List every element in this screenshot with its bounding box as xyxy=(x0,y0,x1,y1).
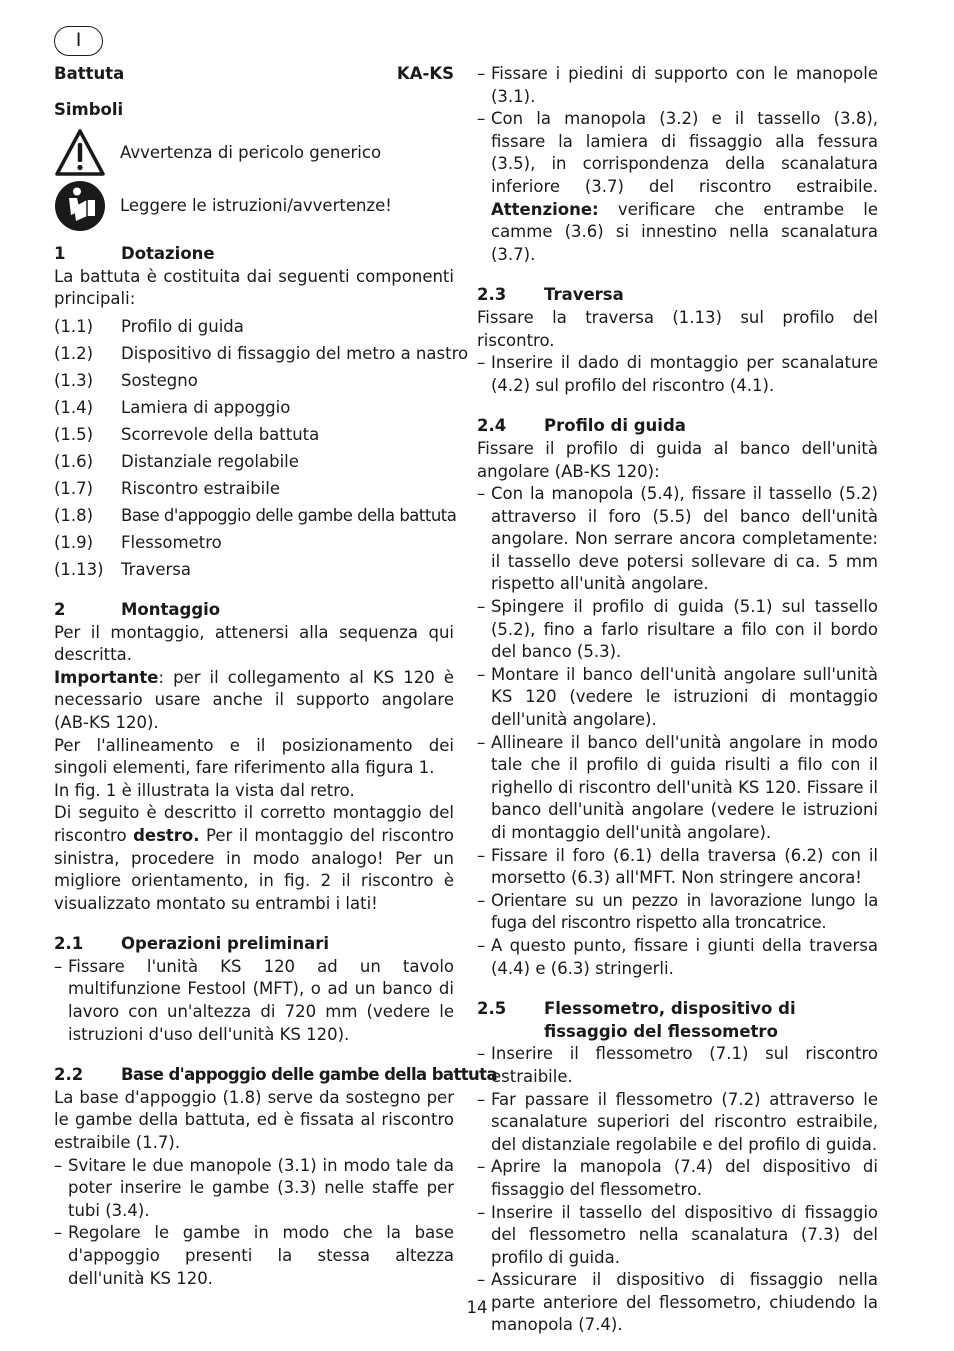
section-2-heading: 2 Montaggio xyxy=(54,599,221,619)
product-model: KA-KS xyxy=(396,64,454,83)
step-item: – Inserire il dado di montaggio per scanalature (4.2) sul profilo del riscontro (4.1). xyxy=(477,352,878,397)
step-item: – Spingere il profilo di guida (5.1) sul tassello (5.2), fino a farlo risultare a filo con il bordo del banco (5.3). xyxy=(477,596,878,664)
section-2-4-heading: 2.4 Profilo di guida xyxy=(477,416,686,436)
step-item: – Fissare il foro (6.1) della traversa (6.2) con il morsetto (6.3) all'MFT. Non stringere ancora! xyxy=(477,845,878,890)
section-2-3-intro: Fissare la traversa (1.13) sul profilo del riscontro. xyxy=(477,307,878,350)
component-item: (1.13) Traversa xyxy=(54,559,191,579)
section-2-paragraph: Di seguito è descritto il corretto montaggio del riscontro destro. Per il montaggio del riscontro sinistra, procedere in modo analogo! Per un migliore orientamento, in fig. 2 il riscontro è visualizzato montato su entrambi i lati! xyxy=(54,803,454,913)
step-item: – Regolare le gambe in modo che la base d'appoggio presenti la stessa altezza dell'unità KS 120. xyxy=(54,1222,454,1290)
symbol-manual-text: Leggere le istruzioni/avvertenze! xyxy=(120,195,392,215)
step-item: – Montare il banco dell'unità angolare sull'unità KS 120 (vedere le istruzioni di montaggio dell'unità angolare). xyxy=(477,664,878,732)
left-column xyxy=(54,63,497,1290)
language-badge: I xyxy=(54,26,103,56)
step-item: – Inserire il tassello del dispositivo di fissaggio del flessometro nella scanalatura (7.3) del profilo di guida. xyxy=(477,1202,878,1270)
section-2-paragraph: Per l'allineamento e il posizionamento dei singoli elementi, fare riferimento alla figura 1. xyxy=(54,735,454,778)
step-item: – Assicurare il dispositivo di fissaggio nella parte anteriore del flessometro, chiudendo la manopola (7.4). xyxy=(477,1269,878,1337)
component-item: (1.9) Flessometro xyxy=(54,532,222,552)
warning-triangle-icon xyxy=(54,128,106,178)
section-2-paragraph: In fig. 1 è illustrata la vista dal retro. xyxy=(54,780,355,800)
step-item: – Orientare su un pezzo in lavorazione lungo la fuga del riscontro rispetto alla troncatrice. xyxy=(477,890,878,935)
step-item: – Svitare le due manopole (3.1) in modo tale da poter inserire le gambe (3.3) nelle staffe per tubi (3.4). xyxy=(54,1155,454,1223)
component-item: (1.8) Base d'appoggio delle gambe della battuta xyxy=(54,505,457,525)
step-item: – A questo punto, fissare i giunti della traversa (4.4) e (6.3) stringerli. xyxy=(477,935,878,980)
step-item: – Far passare il flessometro (7.2) attraverso le scanalature superiori del riscontro estraibile, del distanziale regolabile e del profilo di guida. xyxy=(477,1089,878,1157)
read-manual-icon xyxy=(54,181,106,231)
component-item: (1.3) Sostegno xyxy=(54,370,198,390)
step-item: – Aprire la manopola (7.4) del dispositivo di fissaggio del flessometro. xyxy=(477,1156,878,1201)
symbol-warning-text: Avvertenza di pericolo generico xyxy=(120,142,382,162)
components-list xyxy=(54,313,469,583)
step-item: – Fissare i piedini di supporto con le manopole (3.1). xyxy=(477,63,878,108)
component-item: (1.5) Scorrevole della battuta xyxy=(54,424,320,444)
step-item: – Con la manopola (3.2) e il tassello (3.8), fissare la lamiera di fissaggio alla fessura (3.5), in corrispondenza della scanalatura inferiore (3.7) del riscontro estraibile. Attenzione: verificare che entrambe le camme (3.6) si innestino nella scanalatura (3.7). xyxy=(477,108,878,266)
section-1-intro: La battuta è costituita dai seguenti componenti principali: xyxy=(54,266,454,309)
symbols-heading: Simboli xyxy=(54,99,124,119)
document-header xyxy=(54,63,454,86)
product-title: Battuta xyxy=(54,64,125,83)
step-item: – Allineare il banco dell'unità angolare in modo tale che il profilo di guida risulti a filo con il righello di riscontro dell'unità KS 120. Fissare il banco dell'unità angolare (vedere le istruzioni di montaggio dell'unità angolare). xyxy=(477,732,878,845)
symbol-manual-row xyxy=(54,181,454,231)
section-2-paragraph: Per il montaggio, attenersi alla sequenza qui descritta. xyxy=(54,622,454,665)
section-2-2-heading: 2.2 Base d'appoggio delle gambe della battuta xyxy=(54,1065,497,1085)
step-item: – Con la manopola (5.4), fissare il tassello (5.2) attraverso il foro (5.5) del banco dell'unità angolare. Non serrare ancora completamente: il tassello deve potersi sollevare di ca. 5 mm rispetto all'unità angolare. xyxy=(477,483,878,596)
symbol-warning-row xyxy=(54,128,454,178)
section-2-important: Importante: per il collegamento al KS 120 è necessario usare anche il supporto angolare (AB-KS 120). xyxy=(54,667,454,732)
component-item: (1.1) Profilo di guida xyxy=(54,316,244,336)
section-2-3-heading: 2.3 Traversa xyxy=(477,285,624,305)
component-item: (1.2) Dispositivo di fissaggio del metro a nastro xyxy=(54,343,469,363)
component-item: (1.4) Lamiera di appoggio xyxy=(54,397,291,417)
component-item: (1.6) Distanziale regolabile xyxy=(54,451,299,471)
section-2-5-heading: 2.5 Flessometro, dispositivo di fissaggio del flessometro xyxy=(477,999,796,1041)
component-item: (1.7) Riscontro estraibile xyxy=(54,478,280,498)
page-number: 14 xyxy=(466,1298,488,1317)
section-2-2-intro: La base d'appoggio (1.8) serve da sostegno per le gambe della battuta, ed è fissata al riscontro estraibile (1.7). xyxy=(54,1087,454,1153)
section-2-4-intro: Fissare il profilo di guida al banco dell'unità angolare (AB-KS 120): xyxy=(477,438,878,481)
step-item: – Inserire il flessometro (7.1) sul riscontro estraibile. xyxy=(477,1043,878,1088)
step-item: – Fissare l'unità KS 120 ad un tavolo multifunzione Festool (MFT), o ad un banco di lavoro con un'altezza di 720 mm (vedere le istruzioni d'uso dell'unità KS 120). xyxy=(54,956,454,1046)
section-2-1-heading: 2.1 Operazioni preliminari xyxy=(54,934,330,954)
right-column xyxy=(477,63,878,1337)
section-1-heading: 1 Dotazione xyxy=(54,244,215,264)
